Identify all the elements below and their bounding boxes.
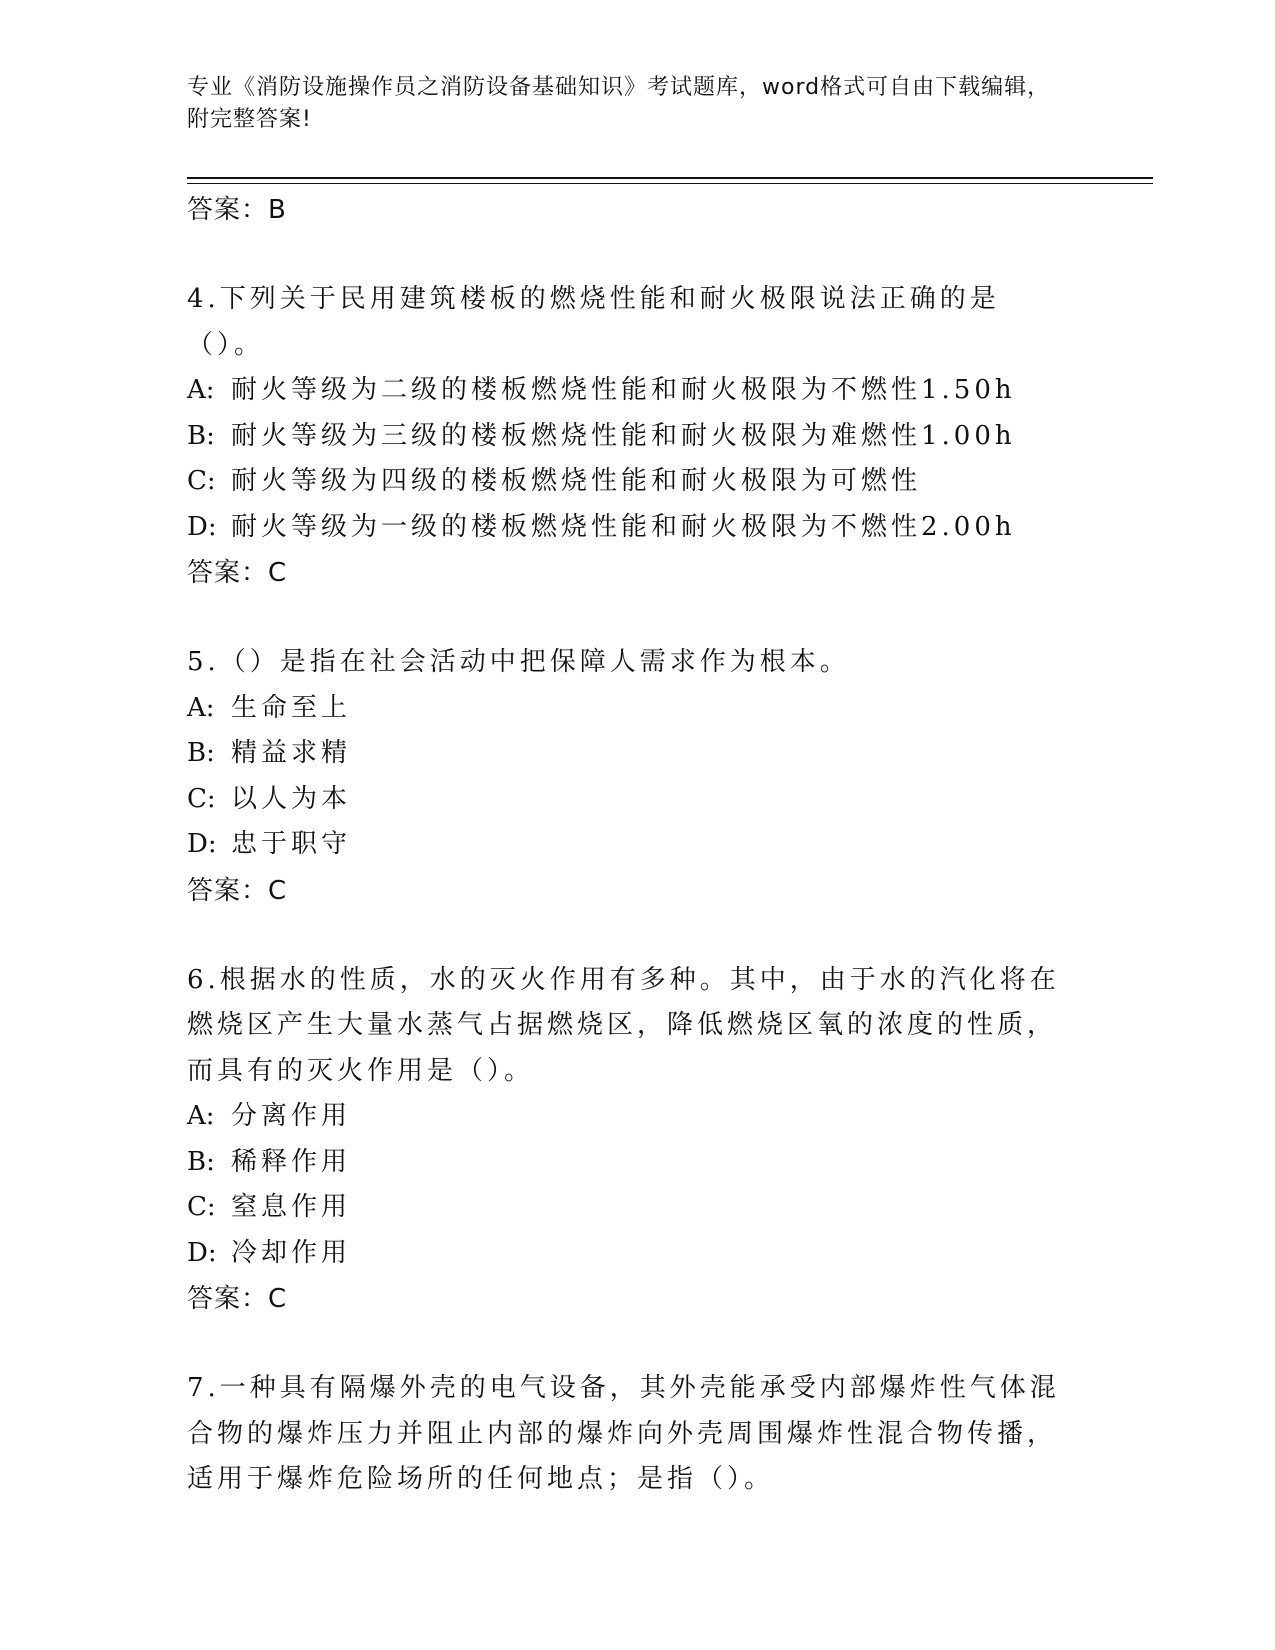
- option-key: D:: [187, 1237, 217, 1268]
- question-text: 4.下列关于民用建筑楼板的燃烧性能和耐火极限说法正确的是（）。: [187, 284, 1000, 360]
- option-key: B:: [187, 738, 215, 768]
- option-key: C:: [187, 1192, 216, 1222]
- question-text: 7.一种具有隔爆外壳的电气设备，其外壳能承受内部爆炸性气体混合物的爆炸压力并阻止内部的爆炸向外壳周围爆炸性混合物传播，适用于爆炸危险场所的任何地点；是指（）。: [187, 1373, 1060, 1494]
- option-row: [187, 1094, 1067, 1140]
- option-text: 分离作用: [231, 1101, 352, 1131]
- option-text: 精益求精: [231, 738, 352, 768]
- page-header: 专业《消防设施操作员之消防设备基础知识》考试题库，word格式可自由下载编辑，附完整答案!: [187, 75, 1051, 132]
- answer-value: C: [268, 875, 288, 906]
- option-text: 冷却作用: [231, 1237, 352, 1268]
- answer-label: 答案：: [187, 1284, 269, 1314]
- question-list: [187, 187, 1067, 1503]
- option-row: [187, 368, 1067, 414]
- header-rule-thick: [187, 177, 1153, 179]
- option-text: 忠于职守: [231, 829, 352, 859]
- answer-line: [187, 1276, 1067, 1322]
- question-text: 6.根据水的性质，水的灭火作用有多种。其中，由于水的汽化将在燃烧区产生大量水蒸气占据燃烧区，降低燃烧区氧的浓度的性质，而具有的灭火作用是（）。: [187, 964, 1060, 1086]
- option-row: [187, 686, 1067, 732]
- option-text: 窒息作用: [231, 1192, 352, 1222]
- answer-line: [187, 187, 1067, 233]
- question-block: [187, 277, 1067, 596]
- option-row: [187, 822, 1067, 868]
- option-row: [187, 1185, 1067, 1231]
- option-row: [187, 1140, 1067, 1186]
- option-row: [187, 505, 1067, 551]
- option-key: C:: [187, 466, 216, 496]
- option-key: D:: [187, 511, 217, 542]
- option-row: [187, 731, 1067, 777]
- question-block: [187, 640, 1067, 914]
- option-row: [187, 459, 1067, 505]
- question-text: 5.（）是指在社会活动中把保障人需求作为根本。: [187, 647, 850, 677]
- answer-value: C: [268, 1284, 288, 1314]
- option-row: [187, 777, 1067, 823]
- answer-value: C: [268, 558, 288, 588]
- answer-value: B: [268, 195, 287, 225]
- option-row: [187, 1231, 1067, 1277]
- option-text: 耐火等级为二级的楼板燃烧性能和耐火极限为不燃性1.50h: [231, 375, 1016, 405]
- option-key: C:: [187, 783, 216, 814]
- answer-line: [187, 868, 1067, 914]
- option-text: 稀释作用: [231, 1146, 352, 1177]
- option-row: [187, 414, 1067, 460]
- question-block: [187, 1366, 1067, 1503]
- option-text: 耐火等级为三级的楼板燃烧性能和耐火极限为难燃性1.00h: [231, 420, 1016, 451]
- answer-line: [187, 550, 1067, 596]
- answer-label: 答案：: [187, 558, 269, 588]
- option-key: B:: [187, 1146, 215, 1177]
- option-key: B:: [187, 420, 215, 451]
- answer-label: 答案：: [187, 195, 269, 225]
- option-text: 耐火等级为一级的楼板燃烧性能和耐火极限为不燃性2.00h: [231, 511, 1016, 542]
- option-key: A:: [187, 692, 215, 723]
- option-text: 耐火等级为四级的楼板燃烧性能和耐火极限为可燃性: [231, 466, 922, 496]
- question-block: [187, 958, 1067, 1323]
- answer-label: 答案：: [187, 875, 269, 906]
- header-rule-thin: [187, 183, 1153, 184]
- option-key: D:: [187, 829, 217, 859]
- option-key: A:: [187, 375, 215, 405]
- option-text: 以人为本: [231, 783, 352, 814]
- option-key: A:: [187, 1101, 215, 1131]
- option-text: 生命至上: [231, 692, 352, 723]
